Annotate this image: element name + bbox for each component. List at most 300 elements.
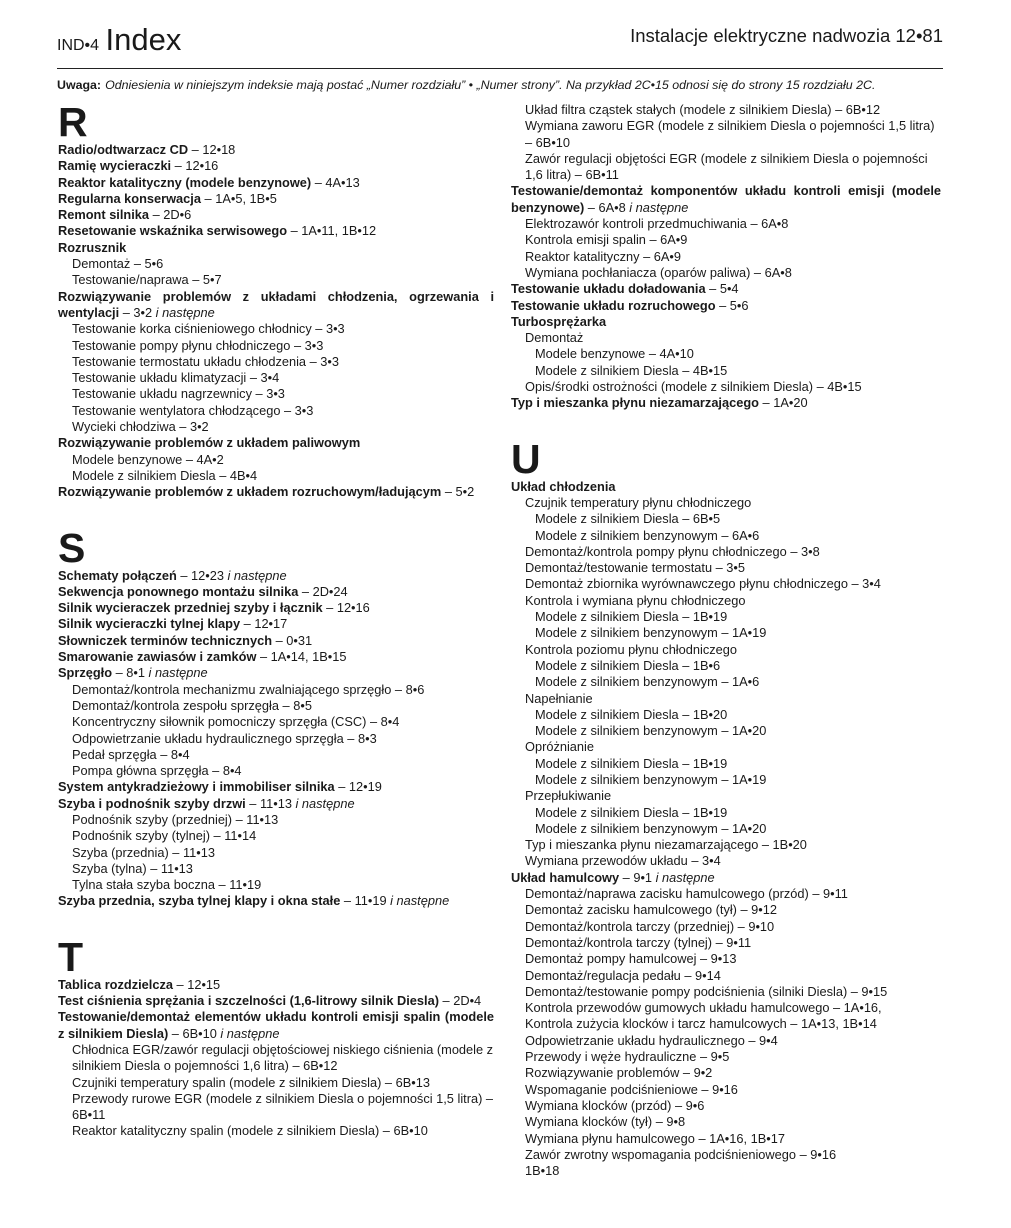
header-left bbox=[57, 22, 181, 58]
entry-page-ref: – 9•10 bbox=[734, 918, 775, 934]
section-letter: R bbox=[58, 99, 88, 145]
index-entry bbox=[58, 484, 494, 500]
index-entry bbox=[511, 870, 941, 886]
entry-term: Modele z silnikiem Diesla bbox=[535, 511, 679, 527]
index-subentry bbox=[511, 902, 941, 918]
index-entry bbox=[58, 568, 494, 584]
entry-term: Modele z silnikiem benzynowym bbox=[535, 771, 718, 787]
index-entry bbox=[58, 175, 494, 191]
entry-page-ref: – 1A•13, 1B•14 bbox=[786, 1016, 877, 1032]
entry-page-ref: – 3•3 bbox=[290, 337, 324, 353]
entry-term: Testowanie/demontaż komponentów układu kontroli emisji (modele benzynowe) bbox=[511, 183, 941, 215]
index-subentry bbox=[511, 609, 941, 625]
index-subentry bbox=[58, 452, 494, 468]
entry-term: Odpowietrzanie układu hydraulicznego bbox=[525, 1032, 745, 1048]
entry-term: Modele z silnikiem benzynowym bbox=[535, 527, 718, 543]
header-rule bbox=[57, 68, 943, 69]
index-subentry bbox=[58, 714, 494, 730]
index-subentry bbox=[511, 642, 941, 658]
entry-term: Układ hamulcowy bbox=[511, 869, 620, 885]
entry-page-ref: – 2D•24 bbox=[298, 583, 348, 599]
entry-page-ref: – 8•4 bbox=[208, 763, 242, 779]
section-title: Instalacje elektryczne nadwozia 12•81 bbox=[630, 25, 943, 46]
entry-page-ref: – 9•12 bbox=[736, 902, 778, 918]
entry-page-ref: – 1B•19 bbox=[678, 804, 728, 820]
entry-term: Demontaż zacisku hamulcowego (tył) bbox=[525, 902, 737, 918]
entry-page-ref: – 6A•9 bbox=[645, 232, 688, 248]
index-subentry bbox=[511, 1033, 941, 1049]
section-gap bbox=[511, 412, 941, 439]
entry-page-ref: – 6B•13 bbox=[381, 1074, 430, 1090]
page-title: Index bbox=[105, 22, 182, 57]
entry-ref-suffix: i następne bbox=[390, 893, 450, 909]
entry-page-ref: – 3•3 bbox=[280, 402, 314, 418]
entry-term: Rozwiązywanie problemów bbox=[525, 1065, 680, 1081]
index-subentry bbox=[511, 984, 941, 1000]
entry-page-ref: – 9•8 bbox=[652, 1114, 686, 1130]
entry-page-ref: – 6A•8 bbox=[750, 264, 792, 280]
entry-page-ref: – 3•4 bbox=[847, 576, 881, 592]
index-column-right bbox=[511, 102, 941, 1179]
entry-term: Pompa główna sprzęgła bbox=[72, 763, 209, 779]
entry-term: Kontrola przewodów gumowych układu hamulcowego bbox=[525, 1000, 830, 1016]
entry-page-ref: – 1A•20 bbox=[717, 723, 767, 739]
index-subentry bbox=[58, 403, 494, 419]
entry-page-ref: – 3•8 bbox=[786, 543, 820, 559]
entry-term: Demontaż pompy hamulcowej bbox=[525, 951, 697, 967]
entry-page-ref: – 8•6 bbox=[391, 681, 425, 697]
entry-term: Demontaż/kontrola tarczy (przedniej) bbox=[525, 918, 735, 934]
index-subentry bbox=[58, 812, 494, 828]
index-subentry bbox=[511, 1114, 941, 1130]
index-subentry bbox=[58, 1042, 494, 1075]
entry-page-ref: – 4A•10 bbox=[645, 346, 694, 362]
entry-term: Schematy połączeń bbox=[58, 567, 177, 583]
entry-term: Tablica rozdzielcza bbox=[58, 976, 173, 992]
entry-page-ref: – 1A•19 bbox=[717, 625, 767, 641]
entry-page-ref: – 9•11 bbox=[808, 886, 848, 902]
entry-page-ref: – 1B•19 bbox=[678, 755, 728, 771]
entry-term: Demontaż bbox=[72, 256, 131, 272]
index-subentry bbox=[511, 756, 941, 772]
index-subentry bbox=[511, 707, 941, 723]
index-subentry bbox=[511, 249, 941, 265]
entry-term: Wymiana pochłaniacza (oparów paliwa) bbox=[525, 264, 751, 280]
index-subentry bbox=[511, 363, 941, 379]
index-subentry bbox=[511, 593, 941, 609]
entry-page-ref: – 1A•20 bbox=[758, 395, 808, 411]
index-subentry bbox=[511, 1147, 941, 1163]
index-entry bbox=[511, 395, 941, 411]
index-subentry bbox=[511, 853, 941, 869]
entry-page-ref: – 12•16 bbox=[322, 600, 370, 616]
index-subentry bbox=[511, 951, 941, 967]
entry-page-ref: – 6A•8 bbox=[584, 199, 630, 215]
entry-page-ref: – 5•2 bbox=[441, 484, 475, 500]
entry-term: Kontrola emisji spalin bbox=[525, 232, 646, 248]
index-entry bbox=[58, 779, 494, 795]
entry-page-ref: – 9•14 bbox=[680, 967, 721, 983]
entry-term: Przewody i węże hydrauliczne bbox=[525, 1049, 697, 1065]
entry-page-ref: – 1B•6 bbox=[678, 657, 721, 673]
index-subentry bbox=[511, 674, 941, 690]
index-subentry bbox=[511, 658, 941, 674]
entry-ref-suffix: i następne bbox=[655, 869, 715, 885]
entry-term: Rozwiązywanie problemów z układem paliwowym bbox=[58, 435, 361, 451]
entry-page-ref: – 4A•2 bbox=[182, 451, 224, 467]
index-entry bbox=[58, 796, 494, 812]
entry-page-ref: – 4A•13 bbox=[311, 174, 360, 190]
entry-term: Demontaż/testowanie termostatu bbox=[525, 560, 713, 576]
index-note bbox=[57, 78, 957, 92]
entry-term: Reaktor katalityczny bbox=[525, 248, 640, 264]
entry-term: Modele z silnikiem Diesla bbox=[535, 706, 679, 722]
entry-page-ref: – 3•3 bbox=[311, 321, 345, 337]
entry-page-ref: – 8•5 bbox=[279, 697, 312, 713]
index-subentry bbox=[58, 321, 494, 337]
entry-term: Modele z silnikiem benzynowym bbox=[535, 723, 718, 739]
entry-page-ref: – 6B•10 bbox=[168, 1025, 221, 1041]
entry-term: Turbosprężarka bbox=[511, 313, 607, 329]
entry-page-ref: – 1A•16, bbox=[829, 1000, 882, 1016]
entry-term: Modele z silnikiem benzynowym bbox=[535, 674, 718, 690]
index-entry bbox=[58, 993, 494, 1009]
entry-term: Testowanie/naprawa bbox=[72, 272, 189, 288]
entry-term: Odpowietrzanie układu hydraulicznego sprzęgła bbox=[72, 730, 344, 746]
entry-page-ref: – 3•2 bbox=[119, 304, 156, 320]
entry-page-ref: – 11•13 bbox=[245, 795, 296, 811]
entry-page-ref: – 3•4 bbox=[246, 370, 280, 386]
index-subentry bbox=[58, 386, 494, 402]
index-subentry bbox=[58, 747, 494, 763]
entry-page-ref: – 9•2 bbox=[679, 1065, 713, 1081]
entry-term: Wymiana przewodów układu bbox=[525, 853, 688, 869]
index-subentry bbox=[511, 1000, 941, 1016]
page-code: IND•4 bbox=[57, 37, 100, 54]
entry-term: Typ i mieszanka płynu niezamarzającego bbox=[525, 837, 759, 853]
index-subentry bbox=[511, 560, 941, 576]
entry-page-ref: – 6A•6 bbox=[717, 527, 760, 543]
index-subentry bbox=[511, 788, 941, 804]
entry-page-ref: – 4B•4 bbox=[215, 467, 258, 483]
entry-page-ref: – 4B•15 bbox=[813, 379, 862, 395]
index-subentry bbox=[58, 370, 494, 386]
index-entry bbox=[58, 207, 494, 223]
index-subentry bbox=[511, 511, 941, 527]
index-subentry bbox=[511, 1163, 941, 1179]
entry-page-ref: – 0•31 bbox=[272, 632, 313, 648]
entry-term: Demontaż zbiornika wyrównawczego płynu chłodniczego bbox=[525, 576, 848, 592]
entry-page-ref: – 1A•20 bbox=[717, 820, 767, 836]
entry-term: Wspomaganie podciśnieniowe bbox=[525, 1081, 698, 1097]
entry-page-ref: – 1B•19 bbox=[678, 609, 728, 625]
entry-page-ref: – 8•4 bbox=[366, 714, 400, 730]
index-entry bbox=[58, 600, 494, 616]
index-subentry bbox=[511, 495, 941, 511]
entry-page-ref: – 8•4 bbox=[156, 746, 190, 762]
entry-term: Demontaż/naprawa zacisku hamulcowego (przód) bbox=[525, 886, 809, 902]
index-subentry bbox=[511, 576, 941, 592]
index-entry bbox=[58, 1009, 494, 1042]
index-subentry bbox=[58, 861, 494, 877]
entry-term: Rozwiązywanie problemów z układami chłodzenia, ogrzewania i wentylacji bbox=[58, 288, 494, 320]
index-subentry bbox=[511, 1049, 941, 1065]
entry-ref-suffix: i następne bbox=[295, 795, 355, 811]
index-subentry bbox=[511, 232, 941, 248]
entry-term: Testowanie układu rozruchowego bbox=[511, 297, 716, 313]
index-subentry bbox=[58, 338, 494, 354]
entry-ref-suffix: i następne bbox=[220, 1025, 280, 1041]
entry-term: Resetowanie wskaźnika serwisowego bbox=[58, 223, 288, 239]
index-subentry bbox=[511, 379, 941, 395]
entry-term: Podnośnik szyby (przedniej) bbox=[72, 811, 233, 827]
entry-page-ref: – 6B•5 bbox=[678, 511, 721, 527]
index-subentry bbox=[511, 723, 941, 739]
index-subentry bbox=[58, 698, 494, 714]
entry-page-ref: – 9•16 bbox=[697, 1081, 738, 1097]
index-entry bbox=[58, 584, 494, 600]
index-subentry bbox=[511, 935, 941, 951]
entry-page-ref: – 3•3 bbox=[251, 386, 285, 402]
entry-page-ref: – 9•6 bbox=[671, 1097, 705, 1113]
index-subentry bbox=[511, 330, 941, 346]
index-subentry bbox=[511, 151, 941, 184]
entry-term: Czujniki temperatury spalin (modele z silnikiem Diesla) bbox=[72, 1074, 382, 1090]
entry-term: Podnośnik szyby (tylnej) bbox=[72, 828, 210, 844]
entry-page-ref: – 8•1 bbox=[112, 665, 149, 681]
entry-page-ref: – 9•15 bbox=[847, 983, 888, 999]
entry-page-ref: – 5•4 bbox=[705, 281, 739, 297]
entry-term: Pedał sprzęgła bbox=[72, 746, 157, 762]
entry-page-ref: – 1A•6 bbox=[717, 674, 760, 690]
index-subentry bbox=[511, 1065, 941, 1081]
entry-term: Radio/odtwarzacz CD bbox=[58, 142, 189, 157]
index-subentry bbox=[58, 256, 494, 272]
entry-term: System antykradzieżowy i immobiliser silnika bbox=[58, 779, 335, 795]
entry-term: Szyba przednia, szyba tylnej klapy i okna stałe bbox=[58, 893, 341, 909]
entry-term: Sekwencja ponownego montażu silnika bbox=[58, 583, 299, 599]
entry-term: Testowanie wentylatora chłodzącego bbox=[72, 402, 281, 418]
entry-page-ref: – 9•5 bbox=[696, 1049, 730, 1065]
entry-page-ref: – 2D•6 bbox=[149, 207, 192, 223]
entry-ref-suffix: i następne bbox=[148, 665, 208, 681]
entry-term: Ramię wycieraczki bbox=[58, 158, 172, 174]
entry-term: Demontaż bbox=[525, 330, 584, 346]
entry-term: Słowniczek terminów technicznych bbox=[58, 632, 273, 648]
entry-term: Test ciśnienia sprężania i szczelności (1,6-litrowy silnik Diesla) bbox=[58, 993, 439, 1009]
entry-term: Układ filtra cząstek stałych (modele z silnikiem Diesla) bbox=[525, 102, 832, 117]
entry-page-ref: – 9•13 bbox=[696, 951, 737, 967]
entry-page-ref: – 1A•16, 1B•17 bbox=[694, 1130, 785, 1146]
entry-term: Regularna konserwacja bbox=[58, 190, 201, 206]
entry-page-ref: – 2D•4 bbox=[438, 993, 482, 1009]
entry-term: 1B•18 bbox=[525, 1163, 560, 1179]
entry-page-ref: – 12•23 bbox=[176, 567, 228, 583]
entry-term: Szyba (tylna) bbox=[72, 860, 147, 876]
entry-page-ref: – 11•13 bbox=[146, 860, 193, 876]
entry-term: Typ i mieszanka płynu niezamarzającego bbox=[511, 395, 759, 411]
entry-term: Modele z silnikiem Diesla bbox=[535, 609, 679, 625]
entry-term: Testowanie układu klimatyzacji bbox=[72, 370, 247, 386]
entry-page-ref: – 9•11 bbox=[712, 934, 752, 950]
entry-term: Testowanie pompy płynu chłodniczego bbox=[72, 337, 291, 353]
entry-term: Modele z silnikiem Diesla bbox=[535, 804, 679, 820]
entry-term: Wymiana klocków (przód) bbox=[525, 1097, 672, 1113]
entry-term: Rozwiązywanie problemów z układem rozruchowym/ładującym bbox=[58, 484, 442, 500]
index-subentry bbox=[511, 118, 941, 151]
entry-page-ref: – 11•13 bbox=[168, 844, 215, 860]
entry-term: Wycieki chłodziwa bbox=[72, 419, 176, 435]
entry-term: Testowanie układu doładowania bbox=[511, 281, 706, 297]
index-subentry bbox=[511, 625, 941, 641]
index-subentry bbox=[511, 886, 941, 902]
index-subentry bbox=[511, 216, 941, 232]
entry-page-ref: – 1B•20 bbox=[678, 706, 728, 722]
entry-page-ref: – 12•18 bbox=[188, 142, 236, 157]
index-entry bbox=[511, 298, 941, 314]
entry-page-ref: – 11•19 bbox=[214, 877, 262, 893]
index-column-left bbox=[58, 99, 494, 1140]
entry-term: Smarowanie zawiasów i zamków bbox=[58, 649, 257, 665]
entry-page-ref: – 8•3 bbox=[343, 730, 377, 746]
index-entry bbox=[58, 240, 494, 256]
entry-term: Przewody rurowe EGR (modele z silnikiem Diesla o pojemności 1,5 litra) bbox=[72, 1090, 483, 1106]
index-subentry bbox=[58, 763, 494, 779]
entry-term: Demontaż/testowanie pompy podciśnienia (silniki Diesla) bbox=[525, 983, 848, 999]
note-label: Uwaga: bbox=[57, 78, 102, 92]
index-subentry bbox=[58, 1123, 494, 1139]
entry-page-ref: – 6B•10 bbox=[525, 134, 571, 150]
entry-ref-suffix: i następne bbox=[155, 304, 215, 320]
entry-page-ref: – 11•14 bbox=[209, 828, 257, 844]
entry-term: Modele z silnikiem Diesla bbox=[535, 657, 679, 673]
entry-term: Zawór zwrotny wspomagania podciśnieniowego bbox=[525, 1146, 797, 1162]
entry-term: Demontaż/kontrola tarczy (tylnej) bbox=[525, 934, 713, 950]
index-subentry bbox=[511, 821, 941, 837]
index-subentry bbox=[58, 828, 494, 844]
index-subentry bbox=[511, 528, 941, 544]
entry-page-ref: – 3•4 bbox=[687, 853, 721, 869]
index-entry bbox=[511, 314, 941, 330]
entry-term: Opis/środki ostrożności (modele z silnikiem Diesla) bbox=[525, 379, 814, 395]
index-subentry bbox=[58, 1075, 494, 1091]
entry-term: Przepłukiwanie bbox=[525, 788, 612, 804]
entry-term: Modele z silnikiem Diesla bbox=[535, 755, 679, 771]
entry-page-ref: – 4B•15 bbox=[678, 362, 728, 378]
entry-page-ref: – 3•2 bbox=[175, 419, 209, 435]
entry-term: Kontrola zużycia klocków i tarcz hamulcowych bbox=[525, 1016, 787, 1032]
entry-page-ref: – 1B•20 bbox=[758, 837, 807, 853]
note-text: Odniesienia w niniejszym indeksie mają postać „Numer rozdziału” • „Numer strony”. Na przykład 2C•15 odnosi się do strony 15 rozdziału 2C. bbox=[105, 78, 876, 92]
entry-term: Chłodnica EGR/zawór regulacji objętościowej niskiego ciśnienia (modele z silnikiem Diesla o pojemności 1,6 litra) bbox=[72, 1041, 494, 1074]
entry-term: Demontaż/regulacja pedału bbox=[525, 967, 681, 983]
index-subentry bbox=[58, 731, 494, 747]
entry-term: Silnik wycieraczek przedniej szyby i łącznik bbox=[58, 600, 323, 616]
entry-page-ref: – 1A•11, 1B•12 bbox=[287, 223, 377, 239]
section-letter: S bbox=[58, 524, 86, 571]
entry-term: Testowanie termostatu układu chłodzenia bbox=[72, 353, 307, 369]
entry-page-ref: – 12•15 bbox=[172, 976, 221, 992]
index-subentry bbox=[511, 1098, 941, 1114]
entry-page-ref: – 1A•14, 1B•15 bbox=[256, 649, 347, 665]
index-entry bbox=[58, 893, 494, 909]
section-gap bbox=[58, 501, 494, 528]
entry-term: Testowanie korka ciśnieniowego chłodnicy bbox=[72, 321, 312, 337]
entry-term: Testowanie/demontaż elementów układu kontroli emisji spalin (modele z silnikiem Diesla) bbox=[58, 1009, 494, 1041]
entry-term: Czujnik temperatury płynu chłodniczego bbox=[525, 494, 752, 510]
index-subentry bbox=[58, 468, 494, 484]
entry-ref-suffix: i następne bbox=[227, 567, 287, 583]
entry-term: Remont silnika bbox=[58, 207, 150, 223]
entry-term: Szyba i podnośnik szyby drzwi bbox=[58, 795, 246, 811]
entry-term: Modele benzynowe bbox=[72, 451, 183, 467]
index-subentry bbox=[58, 419, 494, 435]
entry-term: Elektrozawór kontroli przedmuchiwania bbox=[525, 216, 747, 232]
entry-term: Reaktor katalityczny (modele benzynowe) bbox=[58, 174, 312, 190]
entry-page-ref: – 9•16 bbox=[796, 1146, 837, 1162]
entry-term: Kontrola i wymiana płynu chłodniczego bbox=[525, 592, 746, 608]
entry-term: Silnik wycieraczki tylnej klapy bbox=[58, 616, 241, 632]
index-subentry bbox=[511, 837, 941, 853]
index-subentry bbox=[511, 1082, 941, 1098]
section-letter: T bbox=[58, 933, 84, 980]
entry-page-ref: – 6B•11 bbox=[571, 167, 619, 183]
index-entry bbox=[58, 649, 494, 665]
entry-page-ref: – 12•17 bbox=[240, 616, 288, 632]
index-entry bbox=[58, 142, 494, 158]
index-subentry bbox=[58, 354, 494, 370]
index-subentry bbox=[58, 845, 494, 861]
entry-page-ref: – 6A•8 bbox=[746, 216, 789, 232]
index-subentry bbox=[58, 682, 494, 698]
index-subentry bbox=[511, 919, 941, 935]
entry-term: Modele z silnikiem benzynowym bbox=[535, 625, 718, 641]
entry-term: Demontaż/kontrola pompy płynu chłodniczego bbox=[525, 543, 787, 559]
index-subentry bbox=[511, 544, 941, 560]
index-subentry bbox=[58, 1091, 494, 1124]
entry-page-ref: – 6B•10 bbox=[379, 1123, 428, 1139]
entry-term: Zawór regulacji objętości EGR (modele z silnikiem Diesla o pojemności 1,6 litra) bbox=[525, 150, 928, 183]
index-subentry bbox=[511, 772, 941, 788]
index-entry bbox=[511, 281, 941, 297]
entry-page-ref: – 9•1 bbox=[619, 869, 656, 885]
entry-term: Rozrusznik bbox=[58, 239, 127, 255]
entry-term: Reaktor katalityczny spalin (modele z silnikiem Diesla) bbox=[72, 1123, 380, 1139]
entry-page-ref: – 12•16 bbox=[171, 158, 219, 174]
entry-page-ref: – 12•19 bbox=[334, 779, 382, 795]
entry-page-ref: – 6B•12 bbox=[831, 102, 881, 117]
entry-page-ref: – 11•13 bbox=[232, 811, 279, 827]
index-subentry bbox=[511, 805, 941, 821]
entry-page-ref: – 1A•5, 1B•5 bbox=[200, 190, 277, 206]
index-subentry bbox=[58, 272, 494, 288]
entry-term: Napełnianie bbox=[525, 690, 593, 706]
entry-term: Układ chłodzenia bbox=[511, 478, 616, 494]
index-entry bbox=[58, 191, 494, 207]
entry-page-ref: – 5•6 bbox=[715, 297, 749, 313]
entry-page-ref: – 11•19 bbox=[340, 893, 391, 909]
entry-page-ref: – 6B•11 bbox=[72, 1090, 494, 1123]
index-entry bbox=[511, 183, 941, 216]
index-entry bbox=[58, 977, 494, 993]
entry-page-ref: – 6A•9 bbox=[639, 248, 681, 264]
entry-term: Tylna stała szyba boczna bbox=[72, 877, 215, 893]
index-subentry bbox=[511, 346, 941, 362]
index-entry bbox=[58, 158, 494, 174]
entry-term: Opróżnianie bbox=[525, 739, 595, 755]
index-subentry bbox=[58, 877, 494, 893]
entry-term: Sprzęgło bbox=[58, 665, 113, 681]
